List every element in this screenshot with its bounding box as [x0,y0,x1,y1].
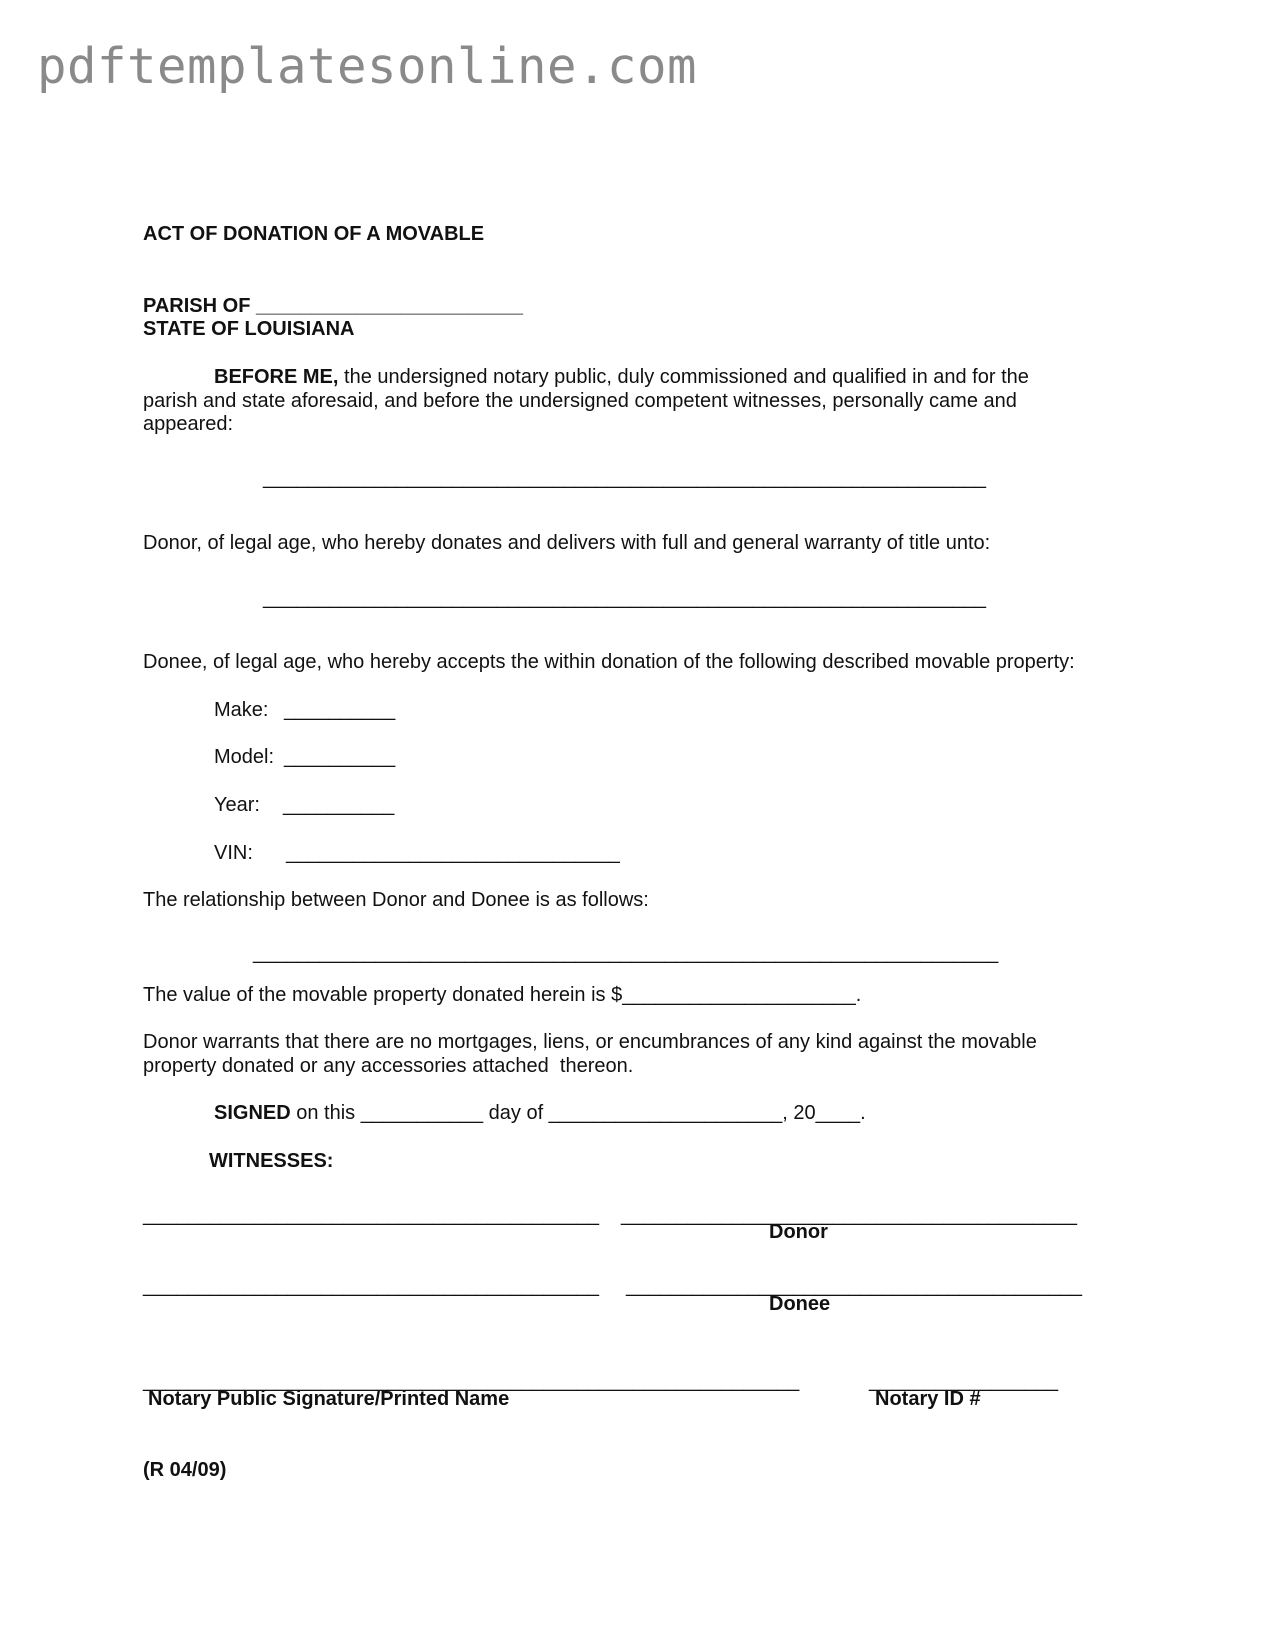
donor-name-field[interactable]: _________________________________________________________________ [263,467,986,489]
intro-text: the undersigned notary public, duly commissioned and qualified in and for the [338,366,1029,388]
year-field[interactable]: __________ [283,794,395,816]
notary-signature-line[interactable]: ___________________________________________________________ [143,1370,800,1392]
intro-line-2: parish and state aforesaid, and before the undersigned competent witnesses, personally came and [143,390,1017,412]
notary-id-label: Notary ID # [875,1388,981,1410]
donee-label: Donee [769,1293,831,1315]
intro-line-1 [214,365,1029,390]
witnesses-label: WITNESSES: [209,1150,334,1172]
state-line: STATE OF LOUISIANA [143,318,355,340]
signed-lead: SIGNED [214,1102,291,1124]
warranty-line-1: Donor warrants that there are no mortgages, liens, or encumbrances of any kind against the movable [143,1031,1037,1053]
donee-signature-line[interactable]: _________________________________________ [626,1275,1083,1297]
revision-code: (R 04/09) [143,1459,227,1481]
relationship-field[interactable]: ___________________________________________________________________ [253,942,999,964]
make-field[interactable]: __________ [284,699,396,721]
donee-text: Donee, of legal age, who hereby accepts the within donation of the following described movable property: [143,651,1075,673]
witness-2-signature-line[interactable]: _________________________________________ [143,1275,600,1297]
parish-field[interactable]: ________________________ [255,295,523,317]
notary-id-line[interactable]: _________________ [869,1370,1059,1392]
donor-label: Donor [769,1221,828,1243]
model-label: Model: [214,746,275,768]
witness-1-signature-line[interactable]: _________________________________________ [143,1204,600,1226]
year-label: Year: [214,794,260,816]
watermark: pdftemplatesonline.com [37,38,698,95]
intro-lead: BEFORE ME, [214,366,339,388]
warranty-line-2: property donated or any accessories attached thereon. [143,1055,634,1077]
vin-label: VIN: [214,842,253,864]
signed-line[interactable] [214,1101,866,1126]
value-text[interactable]: The value of the movable property donated herein is $_____________________. [143,984,862,1006]
donor-text: Donor, of legal age, who hereby donates and delivers with full and general warranty of title unto: [143,532,991,554]
intro-line-3: appeared: [143,413,234,435]
model-field[interactable]: __________ [284,746,396,768]
parish-line [143,294,523,319]
donor-signature-line[interactable]: _________________________________________ [621,1204,1078,1226]
parish-label: PARISH OF [143,295,251,317]
donee-name-field[interactable]: _________________________________________________________________ [263,587,986,609]
notary-signature-label: Notary Public Signature/Printed Name [148,1388,510,1410]
relationship-text: The relationship between Donor and Donee is as follows: [143,889,649,911]
signed-date-fields[interactable]: on this ___________ day of _____________________, 20____. [290,1102,866,1124]
document-title: ACT OF DONATION OF A MOVABLE [143,223,485,245]
make-label: Make: [214,699,269,721]
vin-field[interactable]: ______________________________ [286,842,620,864]
